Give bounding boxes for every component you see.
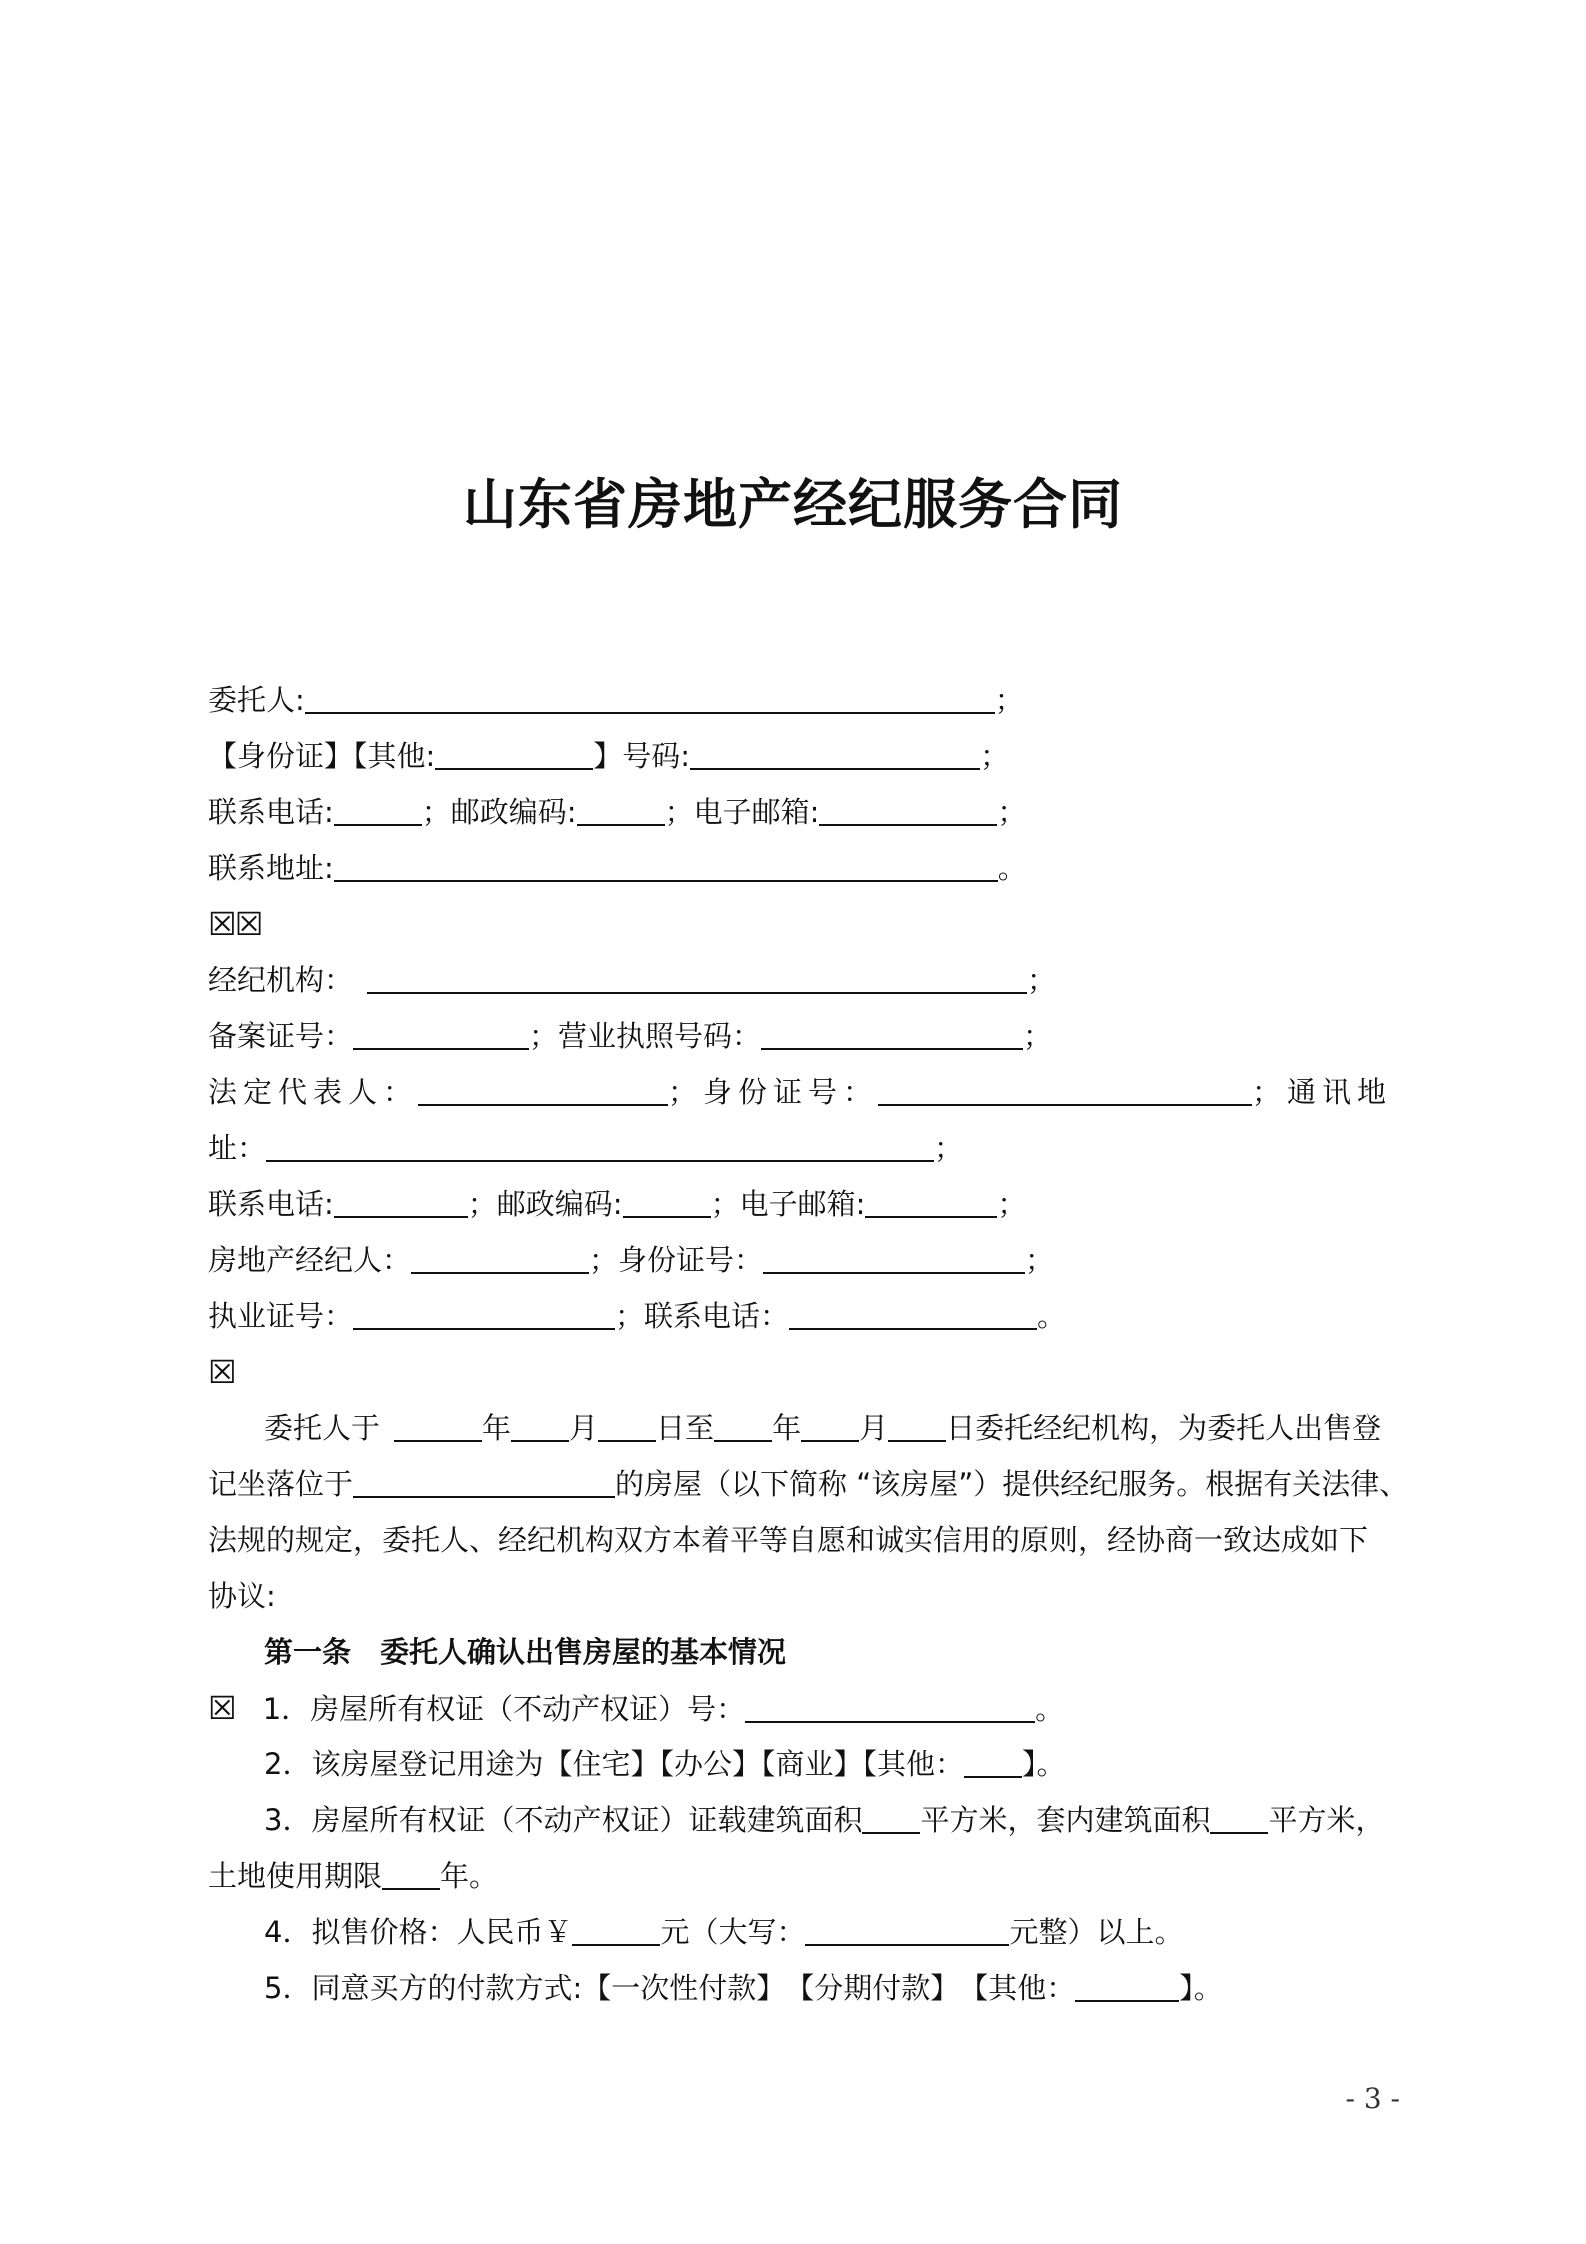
article-1-item-5 <box>264 1963 1454 2013</box>
inner-area-blank <box>1210 1802 1268 1834</box>
item-text: 2．该房屋登记用途为【住宅】【办公】【商业】【其他： <box>264 1747 964 1781</box>
item-text: 元整）以上。 <box>1009 1915 1184 1949</box>
rep-blank <box>418 1074 668 1106</box>
agent-id-blank <box>763 1242 1025 1274</box>
month-label: 月 <box>569 1411 599 1445</box>
postcode-blank <box>577 794 665 826</box>
phone-blank <box>334 794 422 826</box>
intro-text: 记坐落位于 <box>208 1467 354 1501</box>
semicolon: ； <box>997 1187 1027 1221</box>
agency-contact-line <box>208 1179 1398 1229</box>
intro-line-1 <box>264 1403 1454 1453</box>
semicolon: ； <box>1025 1243 1055 1277</box>
id-number-blank <box>690 738 980 770</box>
agent-id-label: ；身份证号： <box>589 1243 764 1277</box>
agency-filing-line <box>208 1011 1398 1061</box>
start-day-blank <box>598 1410 656 1442</box>
cert-blank <box>353 1298 615 1330</box>
agent-line <box>208 1235 1398 1285</box>
item-text: 4．拟售价格：人民币￥ <box>264 1915 573 1949</box>
phone-blank <box>334 1186 468 1218</box>
start-year-blank <box>394 1410 482 1442</box>
semicolon: ； <box>994 683 1024 717</box>
location-blank <box>353 1466 615 1498</box>
land-term-blank <box>382 1858 440 1890</box>
semicolon: ； <box>997 795 1027 829</box>
item-text: 】。 <box>1179 1971 1223 2005</box>
email-blank <box>819 794 997 826</box>
checkbox-mark: ☒ <box>208 1353 235 1391</box>
principal-name-line <box>208 675 1398 725</box>
principal-label: 委托人: <box>208 683 305 717</box>
filing-label: 备案证号： <box>208 1019 354 1053</box>
start-month-blank <box>511 1410 569 1442</box>
agent-phone-blank <box>789 1298 1037 1330</box>
price-blank <box>572 1914 660 1946</box>
agency-addr-line <box>208 1123 1398 1173</box>
item-text: 1．房屋所有权证（不动产权证）号： <box>262 1692 746 1726</box>
license-label: ；营业执照号码： <box>529 1019 762 1053</box>
end-day-blank <box>888 1410 946 1442</box>
item-text: 】。 <box>1021 1747 1066 1781</box>
postcode-blank <box>623 1186 711 1218</box>
filing-blank <box>353 1018 529 1050</box>
semicolon: ； <box>980 739 1010 773</box>
end-year-blank <box>714 1410 772 1442</box>
article-1-item-3 <box>264 1795 1454 1845</box>
addr-blank <box>266 1130 934 1162</box>
checkbox-mark: ☒ <box>208 1689 235 1727</box>
agent-label: 房地产经纪人： <box>208 1243 412 1277</box>
month-label: 月 <box>859 1411 889 1445</box>
price-words-blank <box>805 1914 1009 1946</box>
id-type-label: 【身份证】【其他: <box>208 739 436 773</box>
rep-label: 法定代表人： <box>208 1075 419 1109</box>
rep-id-blank <box>878 1074 1252 1106</box>
certificate-number-blank <box>745 1691 1035 1723</box>
agent-cert-line <box>208 1291 1398 1341</box>
year-label: 年 <box>482 1411 512 1445</box>
id-type-other-blank <box>435 738 593 770</box>
article-1-heading: 第一条 委托人确认出售房屋的基本情况 <box>264 1635 787 1669</box>
intro-text: 的房屋（以下简称 “该房屋”）提供经纪服务。根据有关法律、 <box>615 1467 1409 1501</box>
agent-blank <box>411 1242 589 1274</box>
principal-id-line <box>208 731 1398 781</box>
article-1-item-2 <box>264 1739 1454 1789</box>
page-number: - 3 - <box>1345 2082 1400 2115</box>
intro-line-4: 协议: <box>208 1579 276 1613</box>
address-label: 联系地址: <box>208 851 334 885</box>
page-title: 山东省房地产经纪服务合同 <box>463 473 1123 536</box>
article-1-item-3-cont <box>208 1851 1398 1901</box>
payment-other-blank <box>1075 1970 1179 2002</box>
item-text: 元（大写： <box>660 1915 806 1949</box>
rep-addr-label: ；通讯地 <box>1252 1075 1393 1109</box>
intro-text: 委托人于 <box>264 1411 381 1445</box>
end-month-blank <box>801 1410 859 1442</box>
day-to-label: 日至 <box>656 1411 715 1445</box>
item-text: 5．同意买方的付款方式:【一次性付款】 【分期付款】 【其他： <box>264 1971 1076 2005</box>
email-label: ；电子邮箱: <box>664 795 820 829</box>
building-area-blank <box>862 1802 920 1834</box>
principal-address-line <box>208 843 1398 893</box>
period: 。 <box>997 851 1027 885</box>
intro-line-2 <box>208 1459 1409 1509</box>
semicolon: ； <box>1023 1019 1053 1053</box>
item-text: 平方米， <box>1268 1803 1385 1837</box>
intro-line-3: 法规的规定，委托人、经纪机构双方本着平等自愿和诚实信用的原则，经协商一致达成如下 <box>208 1523 1369 1557</box>
address-blank <box>334 850 998 882</box>
period: 。 <box>1037 1299 1067 1333</box>
principal-contact-line <box>208 787 1398 837</box>
usage-other-blank <box>964 1746 1022 1778</box>
postcode-label: ；邮政编码: <box>421 795 577 829</box>
checkbox-mark-pair: ☒☒ <box>208 905 262 943</box>
agency-org-line <box>208 955 1398 1005</box>
email-label: ；电子邮箱: <box>710 1187 866 1221</box>
agency-blank <box>367 962 1027 994</box>
principal-name-blank <box>305 682 995 714</box>
semicolon: ； <box>934 1131 964 1165</box>
item-text: 土地使用期限 <box>208 1859 383 1893</box>
cert-label: 执业证号： <box>208 1299 354 1333</box>
item-text: 年。 <box>440 1859 499 1893</box>
rep-id-label: ；身份证号： <box>668 1075 879 1109</box>
phone-label: 联系电话: <box>208 795 334 829</box>
item-text: 3．房屋所有权证（不动产权证）证载建筑面积 <box>264 1803 863 1837</box>
addr-label: 址： <box>208 1131 267 1165</box>
agency-label: 经纪机构： <box>208 963 354 997</box>
intro-text: 日委托经纪机构，为委托人出售登 <box>946 1411 1382 1445</box>
phone-label: 联系电话: <box>208 1187 334 1221</box>
id-number-label: 】号码: <box>593 739 691 773</box>
license-blank <box>761 1018 1023 1050</box>
item-text: 平方米，套内建筑面积 <box>920 1803 1211 1837</box>
article-1-item-1 <box>208 1683 1398 1733</box>
email-blank <box>865 1186 997 1218</box>
agency-rep-line <box>208 1067 1398 1117</box>
year-label: 年 <box>772 1411 802 1445</box>
period: 。 <box>1035 1692 1065 1726</box>
agent-phone-label: ；联系电话： <box>615 1299 790 1333</box>
postcode-label: ；邮政编码: <box>467 1187 623 1221</box>
article-1-item-4 <box>264 1907 1454 1957</box>
semicolon: ； <box>1027 963 1057 997</box>
